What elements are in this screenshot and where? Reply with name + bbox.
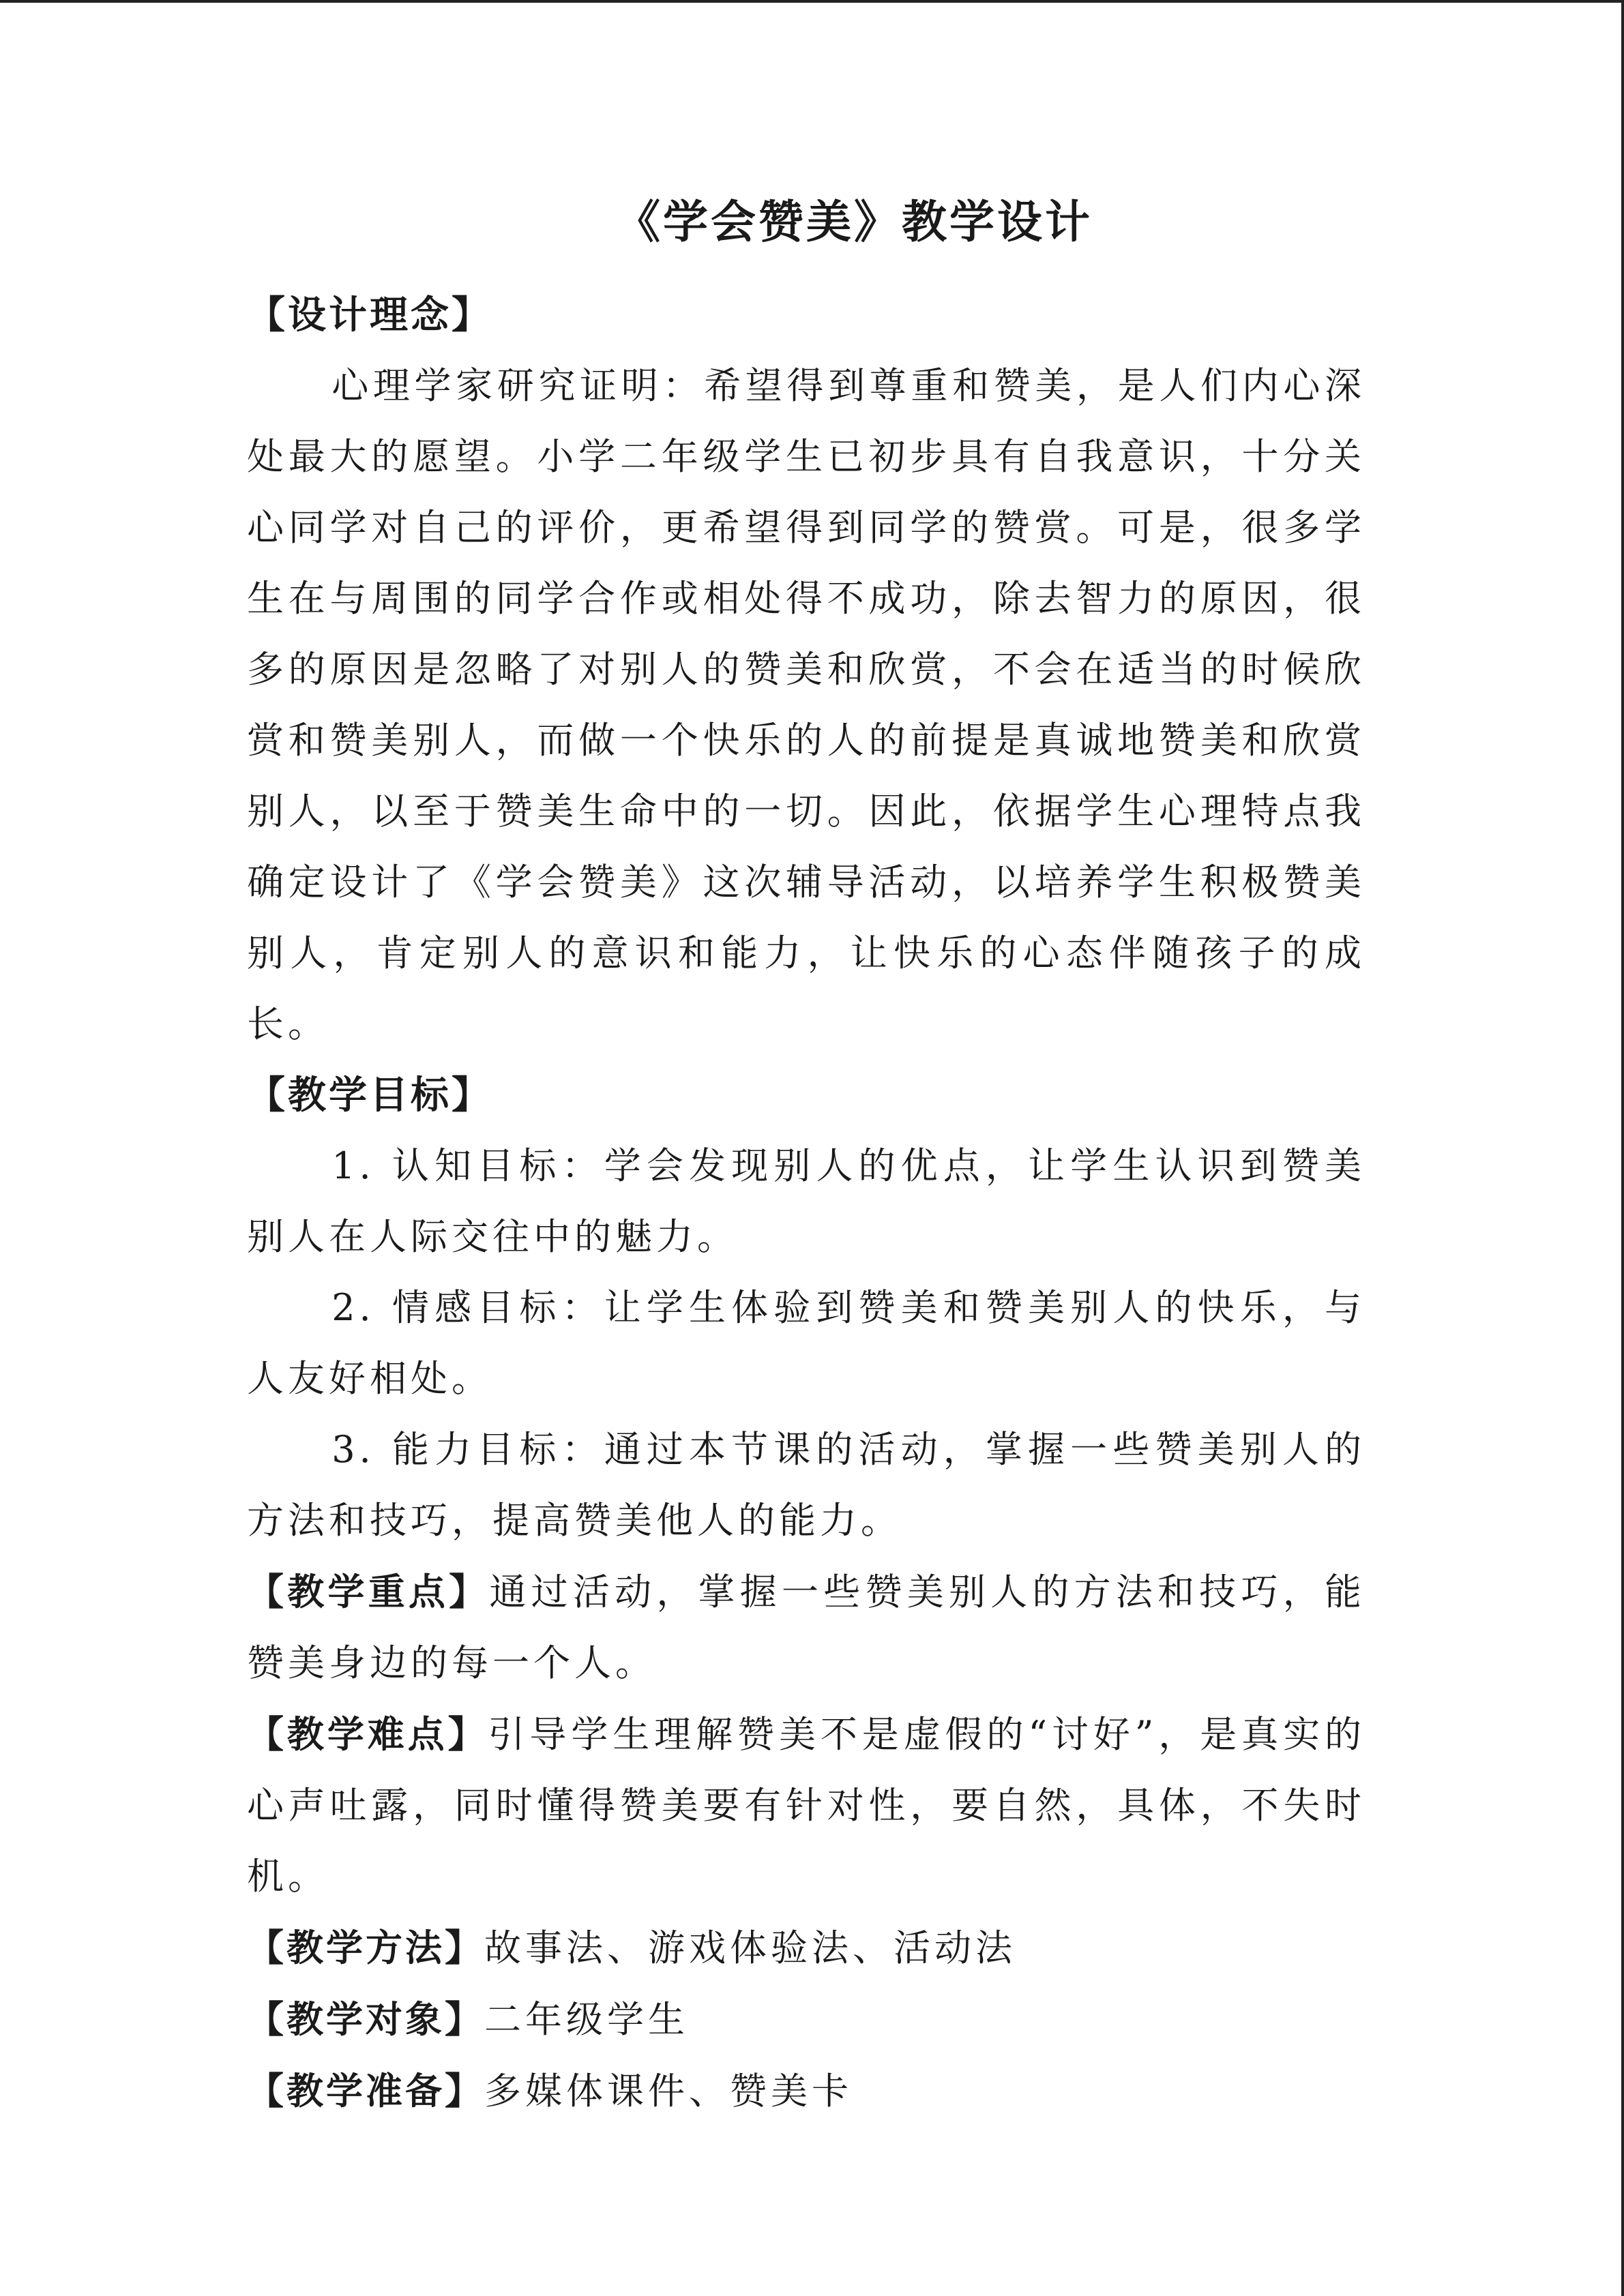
methods-text: 故事法、游戏体验法、活动法 bbox=[484, 1926, 1016, 1969]
design-concept-paragraph: 心理学家研究证明：希望得到尊重和赞美，是人们内心深处最大的愿望。小学二年级学生已初步具有自我意识，十分关心同学对自己的评价，更希望得到同学的赞赏。可是，很多学生在与周围的同学合作或相处得不成功，除去智力的原因，很多的原因是忽略了对别人的赞美和欣赏，不会在适当的时候欣赏和赞美别人，而做一个快乐的人的前提是真诚地赞美和欣赏别人，以至于赞美生命中的一切。因此，依据学生心理特点我确定设计了《学会赞美》这次辅导活动，以培养学生积极赞美别人，肯定别人的意识和能力，让快乐的心态伴随孩子的成长。 bbox=[247, 364, 1365, 1045]
preparation-label: 【教学准备】 bbox=[247, 2069, 484, 2113]
key-point-label: 【教学重点】 bbox=[247, 1570, 490, 1613]
audience-row bbox=[247, 1984, 1365, 2055]
page-border-right bbox=[1621, 0, 1624, 2296]
difficulty-row bbox=[247, 1699, 1365, 1912]
difficulty-text: 引导学生理解赞美不是虚假的“讨好”，是真实的心声吐露，同时懂得赞美要有针对性，要自然，具体，不失时机。 bbox=[247, 1713, 1366, 1898]
preparation-text: 多媒体课件、赞美卡 bbox=[484, 2070, 853, 2113]
difficulty-label: 【教学难点】 bbox=[247, 1712, 488, 1756]
goal-cognitive: 1. 认知目标：学会发现别人的优点，让学生认识到赞美别人在人际交往中的魅力。 bbox=[247, 1144, 1365, 1258]
key-point-row bbox=[247, 1556, 1365, 1699]
teaching-goals-heading: 【教学目标】 bbox=[247, 1073, 492, 1118]
document-body bbox=[247, 184, 1365, 2127]
key-point-text: 通过活动，掌握一些赞美别人的方法和技巧，能赞美身边的每一个人。 bbox=[247, 1570, 1366, 1684]
goal-emotional: 2. 情感目标：让学生体验到赞美和赞美别人的快乐，与人友好相处。 bbox=[247, 1286, 1365, 1400]
design-concept-heading: 【设计理念】 bbox=[247, 293, 492, 338]
methods-row bbox=[247, 1912, 1365, 1984]
preparation-row bbox=[247, 2055, 1365, 2127]
methods-label: 【教学方法】 bbox=[247, 1926, 484, 1969]
audience-label: 【教学对象】 bbox=[247, 1997, 484, 2041]
document-title: 《学会赞美》教学设计 bbox=[615, 195, 1093, 248]
goal-ability: 3. 能力目标：通过本节课的活动，掌握一些赞美别人的方法和技巧，提高赞美他人的能力。 bbox=[247, 1428, 1365, 1542]
audience-text: 二年级学生 bbox=[484, 1998, 689, 2041]
page-border-top bbox=[0, 0, 1624, 3]
